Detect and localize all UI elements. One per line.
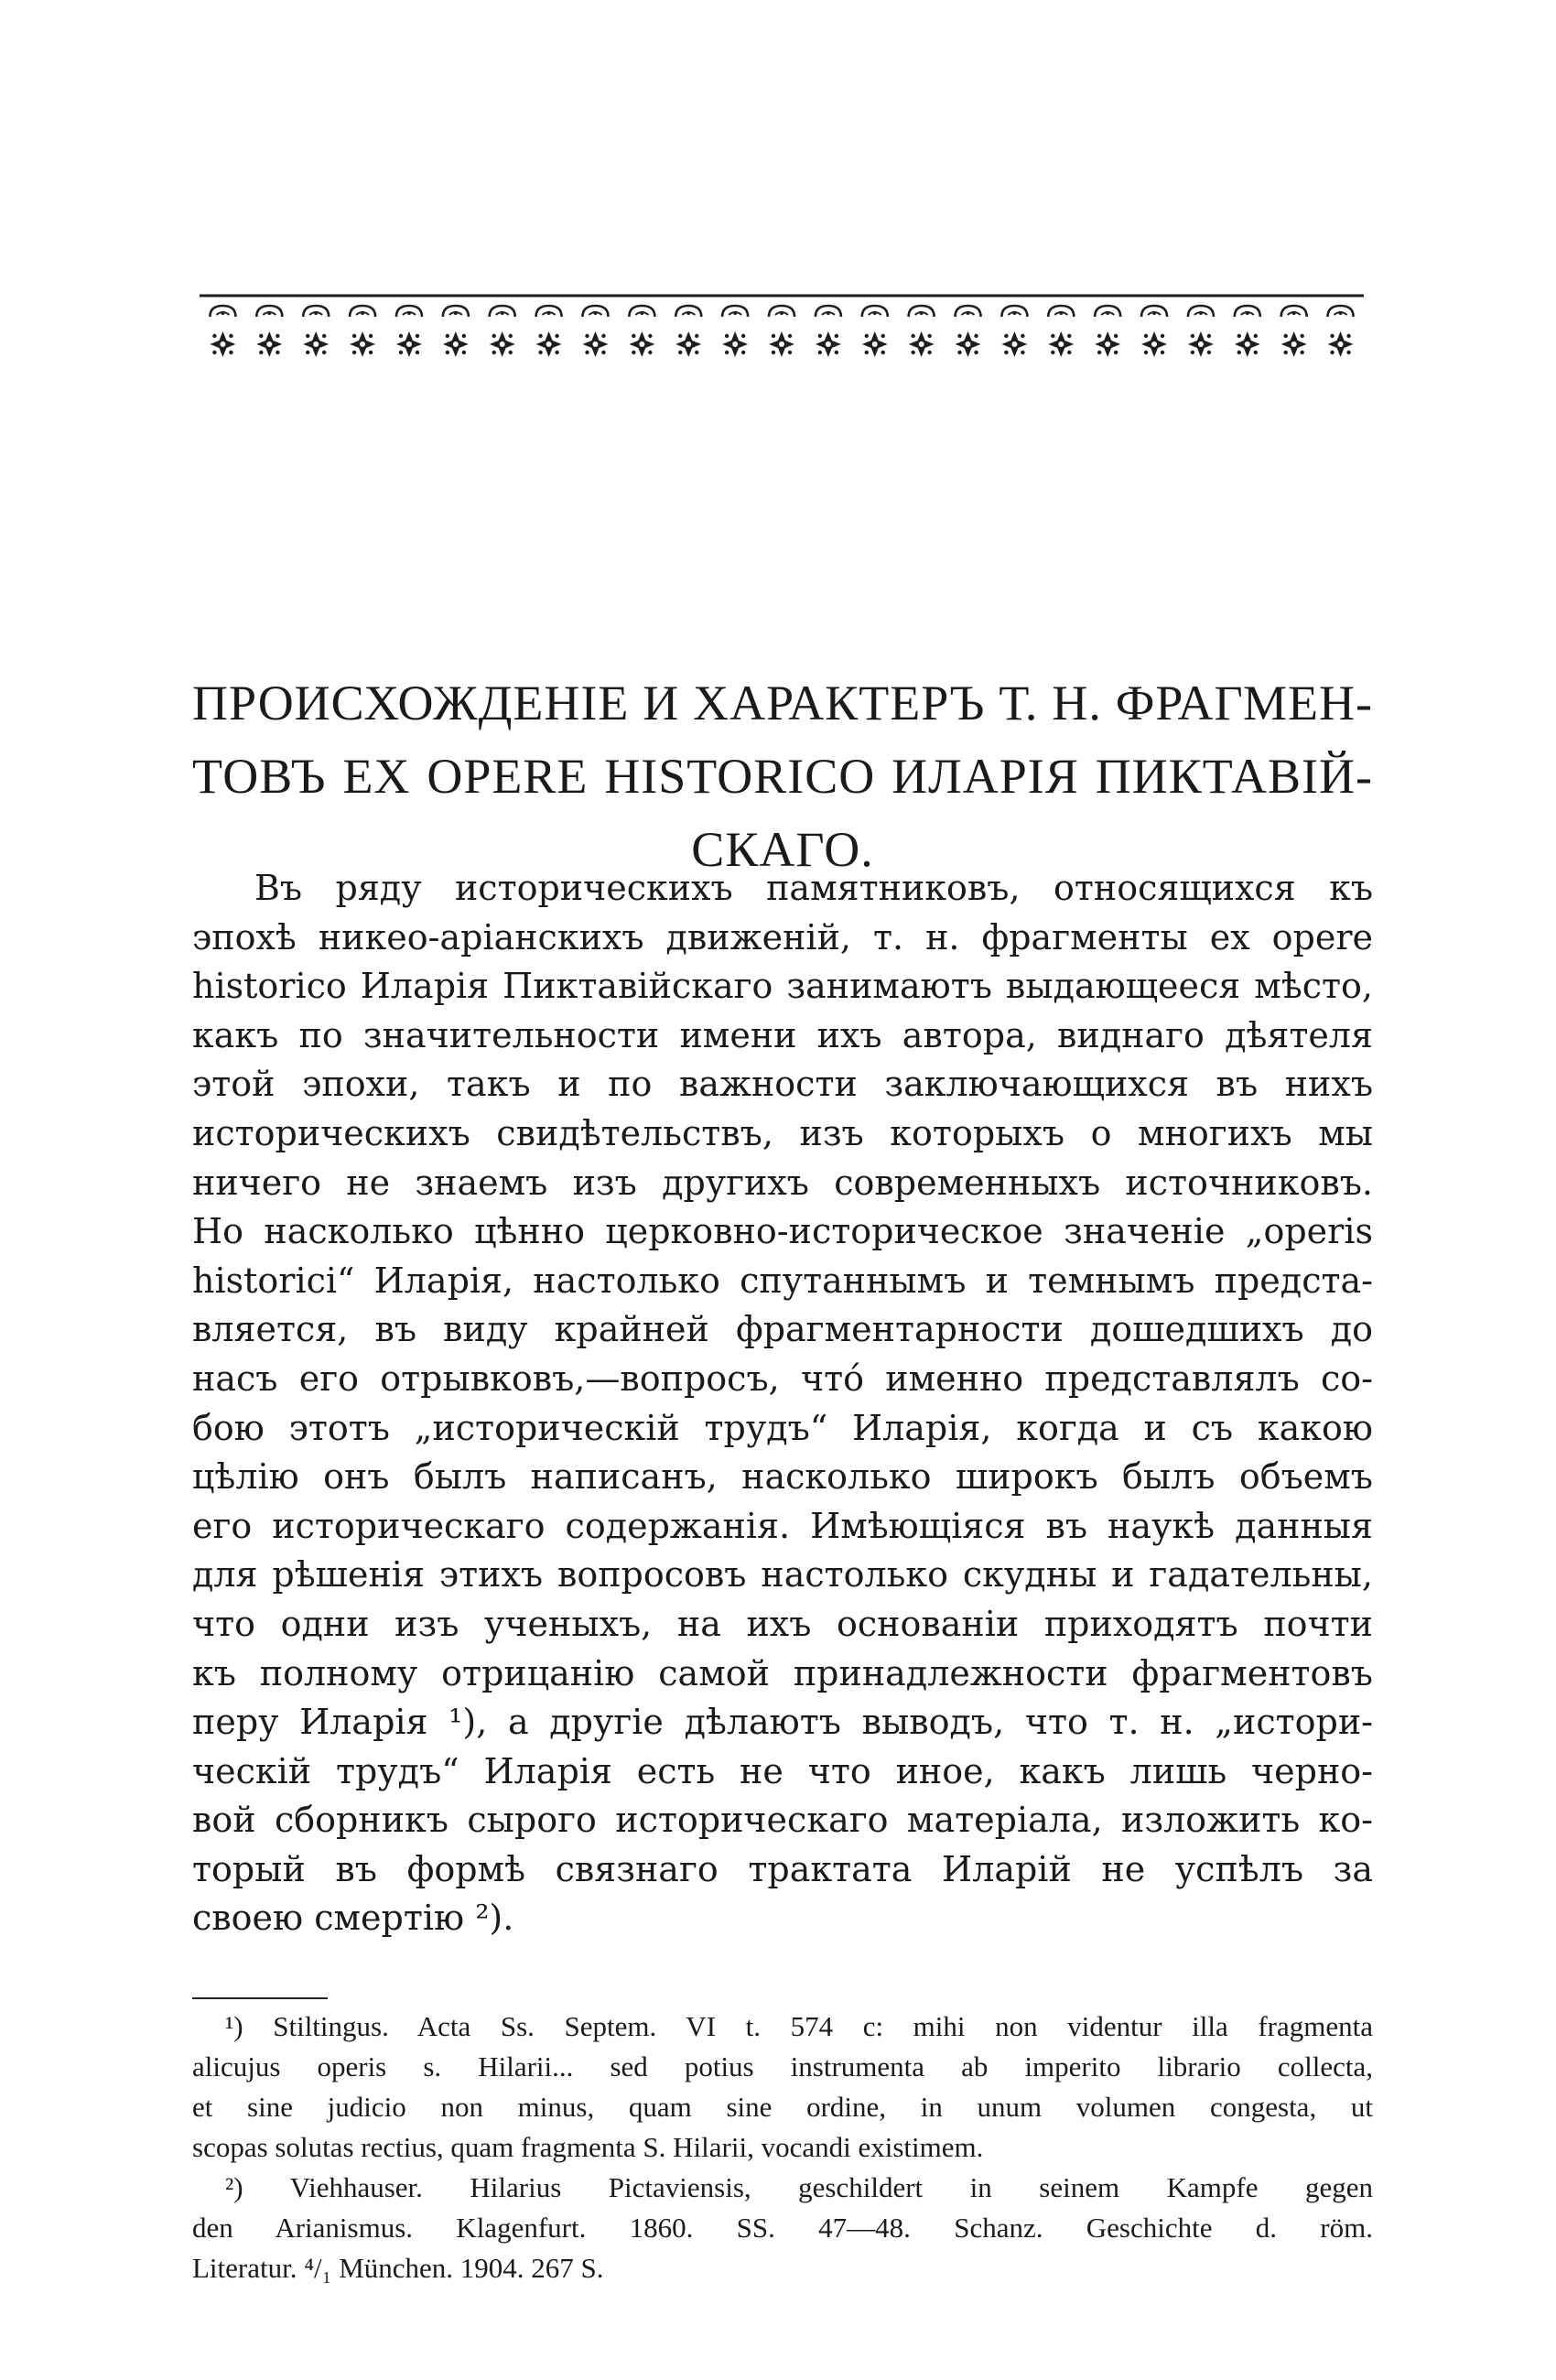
ornament-arch xyxy=(1281,306,1307,317)
body-line: какъ по значительности имени ихъ автора, виднаго дѣятеля xyxy=(192,1014,1373,1055)
ornament-arch xyxy=(629,306,654,317)
ornament-arch xyxy=(490,306,515,317)
body-line: вой сборникъ сырого историческаго матеріала, изложить ко- xyxy=(192,1800,1373,1841)
ornament-arch xyxy=(1141,306,1167,317)
body-line: его историческаго содержанія. Имѣющіяся въ наукѣ данныя xyxy=(192,1505,1373,1546)
body-line: эпохѣ никео-аріанскихъ движеній, т. н. фрагменты ex opere xyxy=(192,916,1373,957)
body-line: ничего не знаемъ изъ другихъ современныхъ источниковъ. xyxy=(192,1162,1373,1203)
ornament-flower xyxy=(303,331,329,357)
ornament-arch xyxy=(443,306,469,317)
article-title xyxy=(192,666,1373,886)
ornament-flower xyxy=(1001,331,1027,357)
footnote-line: et sine judicio non minus, quam sine ordine, in unum volumen congesta, ut xyxy=(192,2091,1373,2123)
ornament-arch xyxy=(1001,306,1027,317)
ornament-flower xyxy=(1188,331,1214,357)
ornament-flower xyxy=(536,331,562,357)
body-line: вляется, въ виду крайней фрагментарности дошедшихъ до xyxy=(192,1309,1373,1350)
ornament-arch xyxy=(536,306,562,317)
ornament-flower xyxy=(256,331,282,357)
ornament-flower xyxy=(956,331,981,357)
ornament-flower xyxy=(490,331,515,357)
ornament-arch xyxy=(816,306,841,317)
ornament-flower xyxy=(1235,331,1260,357)
body-line: перу Иларія ¹), а другіе дѣлаютъ выводъ, что т. н. „истори- xyxy=(192,1702,1373,1743)
ornament-flower xyxy=(1281,331,1307,357)
ornament-arch xyxy=(256,306,282,317)
ornament-flower xyxy=(1328,331,1354,357)
ornament-arch xyxy=(210,306,235,317)
body-line: торый въ формѣ связнаго трактата Иларій не успѣлъ за xyxy=(192,1848,1373,1889)
ornament-flower xyxy=(909,331,935,357)
ornament-flower xyxy=(1141,331,1167,357)
ornament-arch xyxy=(1328,306,1354,317)
body-line: ческій трудъ“ Иларія есть не что иное, какъ лишь черно- xyxy=(192,1750,1373,1791)
ornament-flower xyxy=(443,331,469,357)
title-line: ПРОИСХОЖДЕНІЕ И ХАРАКТЕРЪ Т. Н. ФРАГМЕН- xyxy=(192,676,1373,730)
body-line: historico Иларія Пиктавійскаго занимаютъ выдающееся мѣсто, xyxy=(192,966,1373,1007)
body-line: этой эпохи, такъ и по важности заключающихся въ нихъ xyxy=(192,1064,1373,1105)
ornament-arch xyxy=(675,306,701,317)
body-line: къ полному отрицанію самой принадлежности фрагментовъ xyxy=(192,1652,1373,1693)
footnote-line: scopas solutas rectius, quam fragmenta S. Hilarii, vocandi existimem. xyxy=(192,2131,984,2163)
body-line: Въ ряду историческихъ памятниковъ, относящихся къ xyxy=(254,868,1373,908)
footnote-line: den Arianismus. Klagenfurt. 1860. SS. 47—48. Schanz. Geschichte d. röm. xyxy=(192,2212,1373,2244)
body-line: бою этотъ „историческій трудъ“ Иларія, когда и съ какою xyxy=(192,1407,1373,1448)
header-ornament-band xyxy=(200,293,1364,368)
ornament-flower xyxy=(862,331,888,357)
body-line: historici“ Иларія, настолько спутаннымъ и темнымъ предста- xyxy=(192,1260,1373,1301)
ornament-arch xyxy=(1048,306,1074,317)
ornament-arch xyxy=(909,306,935,317)
ornament-arch xyxy=(582,306,608,317)
footnotes xyxy=(192,2007,1373,2288)
ornament-arch xyxy=(862,306,888,317)
ornament-flower xyxy=(816,331,841,357)
ornament-flower xyxy=(629,331,654,357)
ornament-flower xyxy=(1095,331,1120,357)
ornament-arch xyxy=(769,306,794,317)
title-line: ТОВЪ EX OPERE HISTORICO ИЛАРІЯ ПИКТАВІЙ- xyxy=(192,749,1373,804)
ornament-flower xyxy=(769,331,794,357)
ornament-arch xyxy=(303,306,329,317)
title-line: СКАГО. xyxy=(691,822,874,877)
body-line: что одни изъ ученыхъ, на ихъ основаніи приходятъ почти xyxy=(192,1603,1373,1644)
ornament-flower xyxy=(350,331,375,357)
ornament-flower xyxy=(396,331,422,357)
ornament-arch xyxy=(722,306,748,317)
ornament-arch xyxy=(1188,306,1214,317)
ornament-arch xyxy=(396,306,422,317)
footnote-line: ¹) Stiltingus. Acta Ss. Septem. VI t. 574 c: mihi non videntur illa fragmenta xyxy=(225,2010,1373,2042)
footnote-line: alicujus operis s. Hilarii... sed potius instrumenta ab imperito librario collecta, xyxy=(192,2050,1373,2082)
ornament-arch xyxy=(956,306,981,317)
body-line: своею смертію ²). xyxy=(192,1898,514,1939)
body-line: историческихъ свидѣтельствъ, изъ которыхъ о многихъ мы xyxy=(192,1112,1373,1153)
footnote-separator xyxy=(192,1997,328,1999)
body-line: Но насколько цѣнно церковно-историческое значеніе „operis xyxy=(192,1211,1373,1252)
ornament-arch xyxy=(1235,306,1260,317)
ornament-arch xyxy=(350,306,375,317)
ornament-arch xyxy=(1095,306,1120,317)
body-line: цѣлію онъ былъ написанъ, насколько широкъ былъ объемъ xyxy=(192,1456,1373,1498)
body-line: для рѣшенія этихъ вопросовъ настолько скудны и гадательны, xyxy=(192,1554,1373,1596)
body-paragraph xyxy=(192,864,1373,1943)
ornament-flower xyxy=(675,331,701,357)
ornament-flower xyxy=(722,331,748,357)
ornament-flower xyxy=(582,331,608,357)
body-line: насъ его отрывковъ,—вопросъ, что́ именно представлялъ со- xyxy=(192,1358,1373,1399)
ornament-flower xyxy=(210,331,235,357)
footnote-line: Literatur. ⁴/₁ München. 1904. 267 S. xyxy=(192,2252,604,2284)
footnote-line: ²) Viehhauser. Hilarius Pictaviensis, geschildert in seinem Kampfe gegen xyxy=(225,2171,1373,2203)
ornament-flower xyxy=(1048,331,1074,357)
